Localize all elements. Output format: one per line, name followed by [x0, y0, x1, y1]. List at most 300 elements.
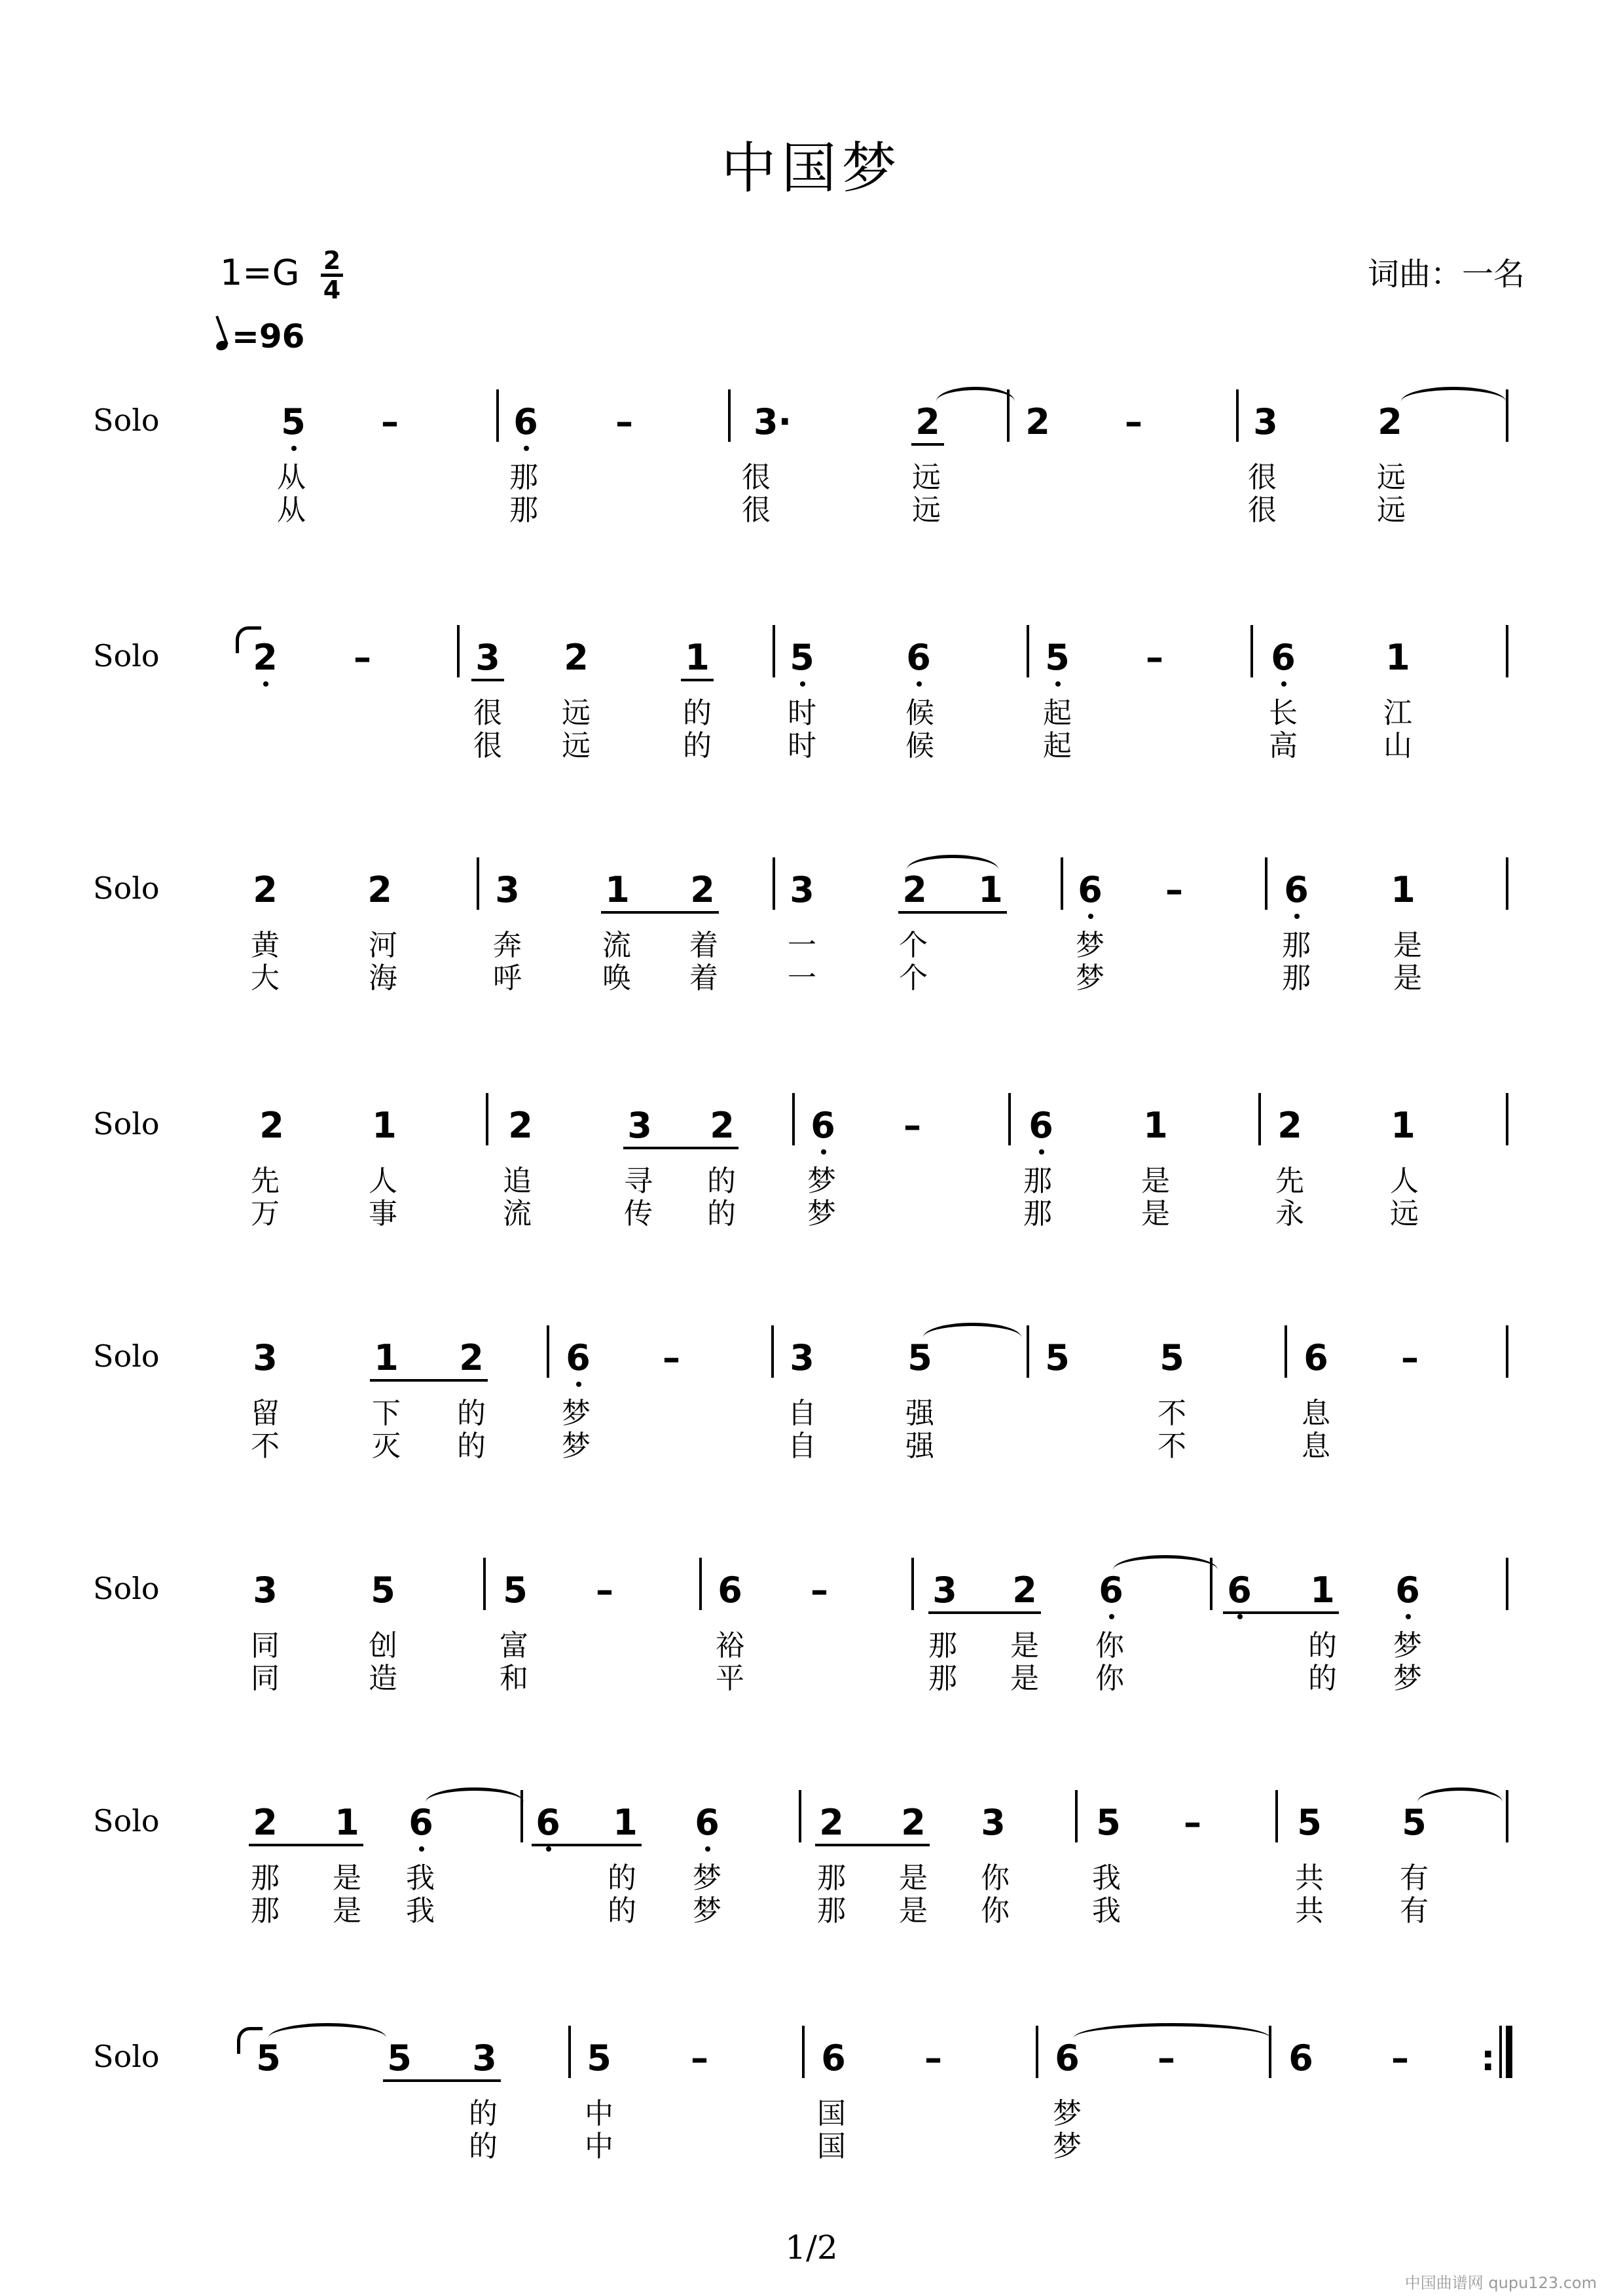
note: 6 [691, 1803, 723, 1842]
lyric: 的 [683, 696, 712, 730]
barline [1275, 1790, 1278, 1842]
lyric: 你 [981, 1861, 1010, 1895]
lyric: 创 [369, 1629, 397, 1662]
staff-row-1 [0, 403, 1623, 638]
barline [483, 1558, 486, 1610]
lyric: 强 [905, 1429, 934, 1463]
lyric: 追 [503, 1164, 532, 1198]
barline [1036, 2026, 1038, 2078]
instrument-label: Solo [93, 1571, 160, 1606]
barline [1250, 625, 1253, 677]
lyric: 梦 [562, 1429, 591, 1463]
tie-arc [907, 855, 998, 884]
lyric: 不 [1158, 1397, 1186, 1430]
barline [1506, 1558, 1508, 1610]
lyric: 远 [1390, 1197, 1419, 1230]
barline [1285, 1325, 1287, 1378]
barline [728, 389, 731, 442]
lyric: 很 [1248, 493, 1277, 527]
note: 3· [753, 401, 792, 442]
lyric: 不 [251, 1429, 280, 1463]
lyric: 梦 [1076, 961, 1104, 995]
lyric: 永 [1275, 1197, 1304, 1230]
note-dash: – [1125, 401, 1142, 442]
note: 2 [902, 869, 927, 910]
lyric: 很 [742, 493, 771, 527]
note: 5 [587, 2037, 611, 2079]
lyric: 很 [1248, 461, 1277, 494]
note: 2 [1012, 1570, 1037, 1611]
barline [911, 1558, 914, 1610]
barline [547, 1325, 549, 1378]
note-dash: – [1146, 637, 1163, 678]
note-dash: – [354, 637, 371, 678]
lyric: 那 [251, 1894, 280, 1928]
barline [1236, 389, 1239, 442]
lyric: 唤 [602, 961, 631, 995]
lyric: 是 [1393, 961, 1422, 995]
note: 5 [256, 2037, 281, 2079]
lyric: 同 [251, 1629, 280, 1662]
lyric: 你 [1095, 1662, 1124, 1695]
underline-beam [532, 1844, 642, 1846]
staff-row-4 [0, 1106, 1623, 1342]
barline [520, 1790, 523, 1842]
barline [773, 857, 775, 910]
lyric: 起 [1043, 696, 1072, 730]
lyric: 人 [369, 1164, 397, 1198]
lyric: 万 [251, 1197, 280, 1230]
note: 1 [613, 1802, 638, 1843]
note: 3 [1253, 401, 1278, 442]
barline [792, 1093, 795, 1145]
tie-arc [1113, 1555, 1218, 1585]
tempo-marking [216, 317, 304, 355]
final-barline [1506, 2026, 1512, 2078]
note: 3 [932, 1570, 957, 1611]
note: 2 [901, 1802, 926, 1843]
lyric: 山 [1383, 729, 1412, 762]
lyric: 是 [899, 1894, 928, 1928]
lyric: 那 [509, 461, 538, 494]
instrument-label: Solo [93, 1338, 160, 1374]
note: 3 [790, 1337, 814, 1378]
barline [1210, 1558, 1213, 1610]
lyric: 呼 [493, 961, 522, 995]
underline-beam [898, 911, 1007, 914]
lyric: 候 [905, 729, 934, 762]
site-watermark: 中国曲谱网 qupu123.com [1404, 2274, 1597, 2292]
underline-beam [383, 2079, 501, 2082]
note: 5 [786, 638, 818, 677]
note: 5 [1297, 1802, 1322, 1843]
note: 1 [335, 1802, 359, 1843]
lyric: 那 [1023, 1164, 1052, 1198]
lyric: 你 [981, 1894, 1010, 1928]
note: 5 [1041, 638, 1074, 677]
barline [496, 389, 499, 442]
note: 2 [459, 1337, 484, 1378]
note: 6 [821, 2037, 846, 2079]
barline [699, 1558, 702, 1610]
note: 2 [564, 637, 589, 678]
note: 1 [1310, 1570, 1335, 1611]
lyric: 有 [1400, 1894, 1429, 1928]
lyric: 同 [251, 1662, 280, 1695]
note: 2 [1377, 401, 1402, 442]
note-dash: – [1165, 869, 1183, 910]
note: 6 [718, 1570, 742, 1611]
lyric: 息 [1302, 1397, 1330, 1430]
note: 6 [1025, 1106, 1057, 1145]
note-dash: – [1401, 1337, 1419, 1378]
lyric: 的 [608, 1894, 636, 1928]
note: 2 [1025, 401, 1050, 442]
lyric: 时 [788, 696, 816, 730]
lyric: 是 [1141, 1164, 1170, 1198]
instrument-label: Solo [93, 870, 160, 906]
tie-arc [936, 387, 1015, 416]
underline-beam [1223, 1611, 1339, 1614]
barline [773, 625, 775, 677]
lyric: 那 [1023, 1197, 1052, 1230]
barline [457, 625, 460, 677]
lyric: 息 [1302, 1429, 1330, 1463]
lyric: 一 [788, 929, 816, 962]
lyric: 的 [457, 1397, 486, 1430]
score-title: 中国梦 [721, 136, 902, 200]
lyric: 有 [1400, 1861, 1429, 1895]
lyric: 很 [742, 461, 771, 494]
lyric: 黄 [251, 929, 280, 962]
note-dash: – [1391, 2037, 1409, 2079]
note: 1 [605, 869, 630, 910]
note: 6 [902, 638, 935, 677]
underline-beam [681, 679, 714, 681]
lyric: 自 [788, 1397, 816, 1430]
lyric: 我 [1092, 1894, 1121, 1928]
note: 5 [387, 2037, 412, 2079]
note-dash: – [615, 401, 633, 442]
barline [771, 1325, 774, 1378]
note: 1 [685, 637, 710, 678]
barline [568, 2026, 571, 2078]
lyric: 先 [251, 1164, 280, 1198]
note-dash: – [596, 1570, 613, 1611]
lyric: 的 [457, 1429, 486, 1463]
barline [1265, 857, 1267, 910]
note-dash: – [924, 2037, 942, 2079]
lyric: 的 [1308, 1629, 1337, 1662]
barline [1506, 857, 1508, 910]
lyric: 平 [716, 1662, 744, 1695]
note: 5 [1096, 1802, 1121, 1843]
lyric: 梦 [562, 1397, 591, 1430]
note: 2 [690, 869, 715, 910]
underline-beam [928, 1611, 1041, 1614]
lyric: 高 [1269, 729, 1298, 762]
note-dash: – [1184, 1802, 1201, 1843]
note: 3 [472, 2037, 497, 2079]
lyric: 的 [683, 729, 712, 762]
barline [1008, 1093, 1011, 1145]
lyric: 我 [1092, 1861, 1121, 1895]
note: 6 [1267, 638, 1300, 677]
lyric: 远 [912, 493, 941, 527]
lyric: 梦 [1393, 1629, 1422, 1662]
lyric: 江 [1383, 696, 1412, 730]
lyric: 人 [1390, 1164, 1419, 1198]
lyric: 梦 [693, 1894, 721, 1928]
page-number: 1/2 [785, 2229, 838, 2267]
lyric: 个 [899, 929, 928, 962]
underline-beam [601, 911, 719, 914]
note: 6 [562, 1338, 594, 1378]
lyric: 下 [372, 1397, 401, 1430]
tempo-value: =96 [232, 317, 305, 355]
lyric: 那 [817, 1894, 846, 1928]
lyric: 传 [624, 1197, 653, 1230]
lyric: 起 [1043, 729, 1072, 762]
lyric: 梦 [1053, 2097, 1082, 2130]
barline [1027, 1325, 1029, 1378]
note: 2 [249, 638, 282, 677]
lyric: 远 [912, 461, 941, 494]
note: 2 [915, 401, 940, 442]
note: 5 [371, 1570, 395, 1611]
key-signature: 1=G [220, 252, 300, 293]
barline [1027, 625, 1029, 677]
barline [1075, 1790, 1078, 1842]
lyric: 和 [500, 1662, 528, 1695]
instrument-label: Solo [93, 1106, 160, 1141]
note: 3 [981, 1802, 1006, 1843]
lyric: 远 [1377, 493, 1406, 527]
barline [1506, 389, 1508, 442]
note: 1 [1391, 869, 1415, 910]
note: 2 [819, 1802, 844, 1843]
note: 6 [1223, 1571, 1256, 1610]
note: 2 [253, 869, 278, 910]
lyric: 的 [469, 2130, 498, 2163]
lyric: 是 [1010, 1662, 1039, 1695]
note: 5 [1402, 1802, 1427, 1843]
staff-row-6 [0, 1571, 1623, 1806]
note-dash: – [691, 2037, 708, 2079]
note-dash: – [1158, 2037, 1175, 2079]
barline [1499, 2026, 1502, 2078]
lyric: 候 [905, 696, 934, 730]
quarter-note-icon [215, 339, 229, 351]
lyric: 梦 [693, 1861, 721, 1895]
barline [1007, 389, 1010, 442]
staff-row-5 [0, 1338, 1623, 1574]
lyric: 先 [1275, 1164, 1304, 1198]
note: 2 [253, 1802, 278, 1843]
lyric: 是 [1393, 929, 1422, 962]
barline [802, 2026, 805, 2078]
note: 1 [374, 1337, 399, 1378]
lyric: 我 [406, 1894, 435, 1928]
lyric: 大 [251, 961, 280, 995]
note: 3 [475, 637, 500, 678]
note: 2 [710, 1105, 735, 1146]
instrument-label: Solo [93, 638, 160, 673]
note: 6 [1074, 870, 1106, 910]
lyric: 国 [817, 2130, 846, 2163]
barline [1506, 625, 1508, 677]
note: 6 [532, 1803, 564, 1842]
barline [1506, 1093, 1508, 1145]
note: 6 [509, 403, 542, 442]
note: 1 [978, 869, 1003, 910]
note: 5 [277, 403, 310, 442]
lyric: 流 [503, 1197, 532, 1230]
instrument-label: Solo [93, 2039, 160, 2074]
lyric: 的 [608, 1861, 636, 1895]
lyric: 裕 [716, 1629, 744, 1662]
lyric: 是 [333, 1894, 361, 1928]
note: 3 [253, 1337, 278, 1378]
underline-beam [249, 1844, 363, 1846]
lyric: 那 [928, 1662, 957, 1695]
lyric: 那 [1282, 961, 1311, 995]
lyric: 的 [707, 1164, 736, 1198]
lyric: 是 [899, 1861, 928, 1895]
lyric: 国 [817, 2097, 846, 2130]
tie-arc [268, 2023, 386, 2053]
underline-beam [815, 1844, 930, 1846]
lyric: 梦 [1393, 1662, 1422, 1695]
lyric: 从 [277, 493, 306, 527]
note: 5 [503, 1570, 528, 1611]
note: 5 [1045, 1337, 1070, 1378]
lyric: 远 [562, 696, 591, 730]
lyric: 的 [1308, 1662, 1337, 1695]
lyric: 寻 [624, 1164, 653, 1198]
underline-beam [471, 679, 504, 681]
note: 1 [1391, 1105, 1415, 1146]
note: 3 [253, 1570, 278, 1611]
note: 6 [1288, 2037, 1313, 2079]
time-signature [319, 247, 345, 303]
note: 1 [1143, 1105, 1168, 1146]
underline-beam [911, 443, 944, 446]
note: 1 [372, 1105, 397, 1146]
lyric: 很 [473, 696, 502, 730]
lyric: 造 [369, 1662, 397, 1695]
lyric: 中 [585, 2097, 613, 2130]
barline [1506, 1790, 1508, 1842]
tie-arc [1401, 387, 1506, 416]
underline-beam [623, 1147, 739, 1149]
time-sig-denominator: 4 [323, 276, 341, 304]
composer-credit: 词曲：一名 [1367, 256, 1525, 293]
barline [1258, 1093, 1261, 1145]
lyric: 长 [1269, 696, 1298, 730]
lyric: 奔 [493, 929, 522, 962]
lyric: 着 [689, 961, 718, 995]
instrument-label: Solo [93, 403, 160, 438]
lyric: 海 [369, 961, 397, 995]
note: 5 [1159, 1337, 1184, 1378]
note: 6 [1280, 870, 1313, 910]
lyric: 事 [369, 1197, 397, 1230]
note: 2 [1277, 1105, 1302, 1146]
lyric: 河 [369, 929, 397, 962]
lyric: 时 [788, 729, 816, 762]
note: 6 [405, 1803, 437, 1842]
lyric: 那 [1282, 929, 1311, 962]
lyric: 梦 [1076, 929, 1104, 962]
barline [477, 857, 479, 910]
underline-beam [370, 1379, 488, 1382]
note-dash: – [903, 1105, 921, 1146]
lyric: 流 [602, 929, 631, 962]
lyric: 个 [899, 961, 928, 995]
lyric: 富 [500, 1629, 528, 1662]
lyric: 是 [333, 1861, 361, 1895]
tie-arc [923, 1323, 1021, 1352]
note: 2 [508, 1105, 533, 1146]
lyric: 的 [707, 1197, 736, 1230]
note: 6 [1304, 1337, 1328, 1378]
lyric: 是 [1010, 1629, 1039, 1662]
note: 1 [1385, 637, 1410, 678]
lyric: 梦 [1053, 2130, 1082, 2163]
note-dash: – [811, 1570, 828, 1611]
lyric: 不 [1158, 1429, 1186, 1463]
lyric: 很 [473, 729, 502, 762]
note: 6 [1391, 1571, 1424, 1610]
note: 3 [627, 1105, 652, 1146]
barline [1061, 857, 1063, 910]
lyric: 共 [1295, 1894, 1324, 1928]
lyric: 你 [1095, 1629, 1124, 1662]
lyric: 我 [406, 1861, 435, 1895]
repeat-dots: : [1481, 2037, 1495, 2079]
lyric: 梦 [807, 1164, 836, 1198]
barline [1506, 1325, 1508, 1378]
barline [486, 1093, 488, 1145]
lyric: 远 [562, 729, 591, 762]
lyric: 共 [1295, 1861, 1324, 1895]
staff-row-2 [0, 638, 1623, 874]
lyric: 从 [277, 461, 306, 494]
lyric: 强 [905, 1397, 934, 1430]
staff-row-7 [0, 1803, 1623, 2039]
note-dash: – [663, 1337, 680, 1378]
note-dash: – [381, 401, 399, 442]
barline [799, 1790, 801, 1842]
note: 6 [1095, 1571, 1127, 1610]
note: 2 [367, 869, 392, 910]
lyric: 的 [469, 2097, 498, 2130]
lyric: 那 [817, 1861, 846, 1895]
lyric: 是 [1141, 1197, 1170, 1230]
staff-row-3 [0, 870, 1623, 1106]
lyric: 一 [788, 961, 816, 995]
note: 2 [259, 1105, 284, 1146]
lyric: 那 [928, 1629, 957, 1662]
time-sig-numerator: 2 [323, 246, 341, 275]
lyric: 远 [1377, 461, 1406, 494]
lyric: 灭 [372, 1429, 401, 1463]
lyric: 着 [689, 929, 718, 962]
lyric: 那 [251, 1861, 280, 1895]
lyric: 梦 [807, 1197, 836, 1230]
note: 3 [790, 869, 814, 910]
